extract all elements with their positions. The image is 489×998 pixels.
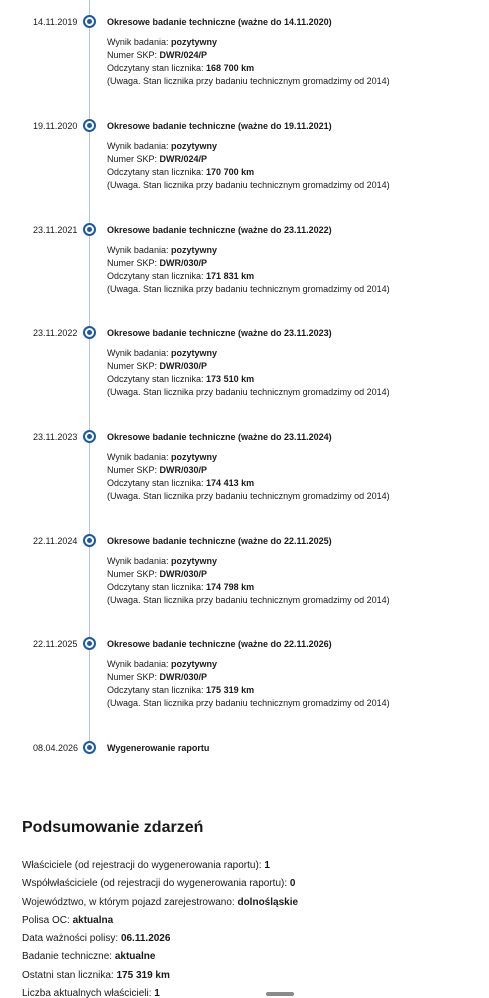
event-result: Wynik badania: pozytywny — [107, 556, 217, 566]
event-result: Wynik badania: pozytywny — [107, 348, 217, 358]
event-result: Wynik badania: pozytywny — [107, 452, 217, 462]
event-skp: Numer SKP: DWR/030/P — [107, 465, 208, 475]
timeline-dot-icon — [83, 534, 96, 547]
event-note: (Uwaga. Stan licznika przy badaniu technicznym gromadzimy od 2014) — [107, 284, 390, 294]
event-note: (Uwaga. Stan licznika przy badaniu technicznym gromadzimy od 2014) — [107, 698, 390, 708]
event-odometer: Odczytany stan licznika: 171 831 km — [107, 271, 255, 281]
event-title: Okresowe badanie techniczne (ważne do 22.11.2026) — [107, 639, 332, 649]
event-odometer: Odczytany stan licznika: 174 798 km — [107, 582, 255, 592]
summary-row-insurance: Polisa OC: aktualna — [22, 914, 114, 926]
summary-row-co-owners: Współwłaściciele (od rejestracji do wygenerowania raportu): 0 — [22, 878, 296, 890]
timeline-dot-icon — [83, 430, 96, 443]
event-result: Wynik badania: pozytywny — [107, 659, 217, 669]
timeline-dot-icon — [83, 15, 96, 28]
event-date: 22.11.2024 — [33, 536, 78, 546]
event-date: 14.11.2019 — [33, 17, 78, 27]
event-result: Wynik badania: pozytywny — [107, 245, 217, 255]
event-note: (Uwaga. Stan licznika przy badaniu technicznym gromadzimy od 2014) — [107, 180, 390, 190]
event-date: 22.11.2025 — [33, 639, 78, 649]
summary-row-inspection: Badanie techniczne: aktualne — [22, 951, 156, 963]
timeline-dot-icon — [83, 637, 96, 650]
event-odometer: Odczytany stan licznika: 175 319 km — [107, 685, 255, 695]
timeline-dot-icon — [83, 326, 96, 339]
event-note: (Uwaga. Stan licznika przy badaniu technicznym gromadzimy od 2014) — [107, 491, 390, 501]
event-note: (Uwaga. Stan licznika przy badaniu technicznym gromadzimy od 2014) — [107, 387, 390, 397]
event-details — [107, 658, 390, 710]
event-odometer: Odczytany stan licznika: 170 700 km — [107, 167, 255, 177]
timeline-line — [89, 0, 90, 742]
event-result: Wynik badania: pozytywny — [107, 37, 217, 47]
event-title: Wygenerowanie raportu — [107, 743, 210, 753]
event-skp: Numer SKP: DWR/024/P — [107, 154, 208, 164]
event-date: 08.04.2026 — [33, 743, 79, 753]
event-details — [107, 140, 390, 192]
event-title: Okresowe badanie techniczne (ważne do 19.11.2021) — [107, 121, 332, 131]
event-note: (Uwaga. Stan licznika przy badaniu technicznym gromadzimy od 2014) — [107, 76, 390, 86]
event-details — [107, 555, 390, 607]
event-odometer: Odczytany stan licznika: 174 413 km — [107, 478, 255, 488]
event-skp: Numer SKP: DWR/030/P — [107, 672, 208, 682]
event-details — [107, 36, 390, 88]
event-details — [107, 451, 390, 503]
summary-row-current-owners: Liczba aktualnych właścicieli: 1 — [22, 988, 160, 998]
events-summary — [22, 818, 482, 998]
timeline-dot-icon — [83, 119, 96, 132]
summary-row-owners: Właściciele (od rejestracji do wygenerowania raportu): 1 — [22, 860, 270, 871]
summary-row-odometer: Ostatni stan licznika: 175 319 km — [22, 969, 170, 981]
event-title: Okresowe badanie techniczne (ważne do 22.11.2025) — [107, 536, 332, 546]
event-date: 23.11.2021 — [33, 225, 78, 235]
timeline-dot-icon — [83, 223, 96, 236]
summary-row-insurance-expiry: Data ważności polisy: 06.11.2026 — [22, 933, 171, 945]
event-title: Okresowe badanie techniczne (ważne do 23.11.2023) — [107, 328, 332, 338]
event-result: Wynik badania: pozytywny — [107, 141, 217, 151]
event-title: Okresowe badanie techniczne (ważne do 23.11.2024) — [107, 432, 332, 442]
home-indicator[interactable] — [266, 992, 294, 996]
event-skp: Numer SKP: DWR/024/P — [107, 50, 208, 60]
event-note: (Uwaga. Stan licznika przy badaniu technicznym gromadzimy od 2014) — [107, 595, 390, 605]
event-title: Okresowe badanie techniczne (ważne do 23.11.2022) — [107, 225, 332, 235]
event-details — [107, 244, 390, 296]
event-skp: Numer SKP: DWR/030/P — [107, 569, 208, 579]
event-skp: Numer SKP: DWR/030/P — [107, 258, 208, 268]
event-date: 23.11.2022 — [33, 328, 78, 338]
timeline-dot-icon — [83, 741, 96, 754]
event-details — [107, 347, 390, 399]
event-skp: Numer SKP: DWR/030/P — [107, 361, 208, 371]
event-odometer: Odczytany stan licznika: 173 510 km — [107, 374, 255, 384]
event-date: 19.11.2020 — [33, 121, 78, 131]
summary-heading: Podsumowanie zdarzeń — [22, 819, 204, 836]
event-odometer: Odczytany stan licznika: 168 700 km — [107, 63, 255, 73]
event-title: Okresowe badanie techniczne (ważne do 14.11.2020) — [107, 17, 332, 27]
summary-row-voivodeship: Województwo, w którym pojazd zarejestrowano: dolnośląskie — [22, 896, 299, 908]
event-date: 23.11.2023 — [33, 432, 78, 442]
